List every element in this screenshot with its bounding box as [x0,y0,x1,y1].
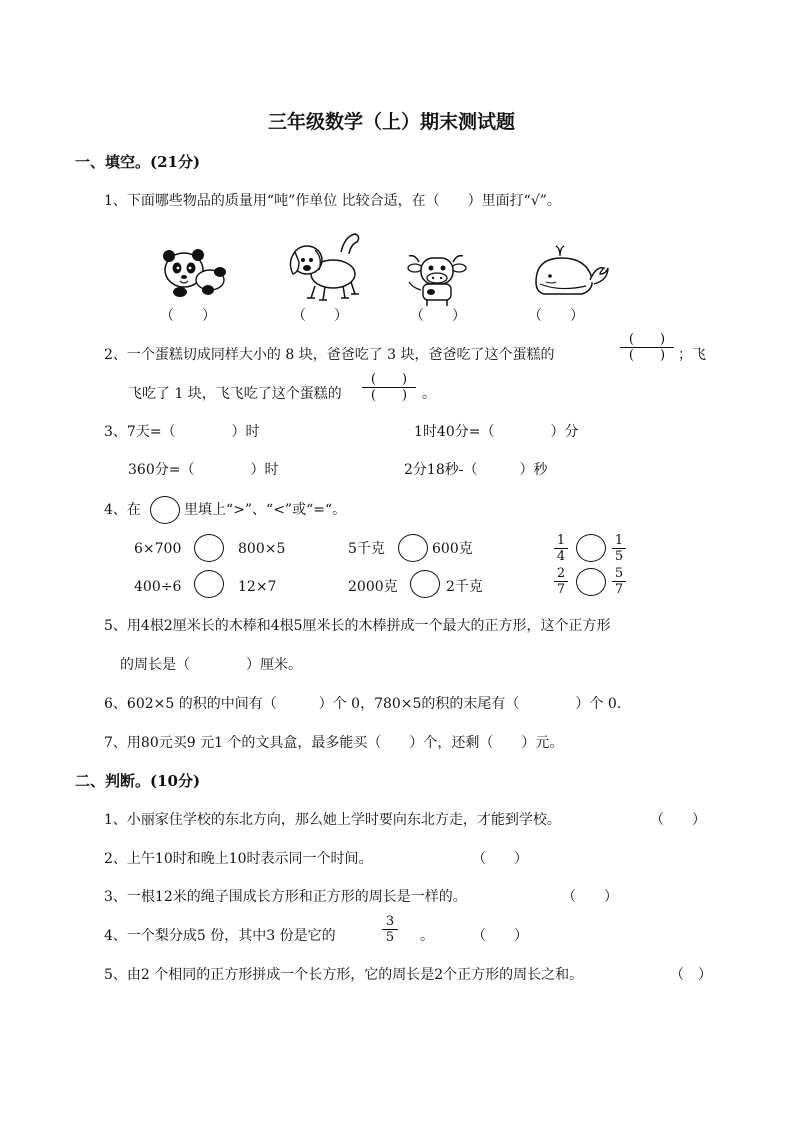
fraction-denominator: 5 [385,930,395,945]
fraction-denominator: 5 [614,549,624,564]
judge-3: 3、一根12米的绳子围成长方形和正方形的周长是一样的。 [104,889,467,905]
fraction-numerator: 3 [382,914,398,930]
compare-item: 6×700 [134,541,182,557]
compare-item: 12×7 [238,579,277,595]
compare-circle[interactable] [194,534,224,562]
compare-item: 600克 [432,541,473,557]
question-2-line-2: 飞吃了 1 块，飞飞吃了这个蛋糕的 [128,386,342,402]
question-5-line-1: 5、用4根2厘米长的木棒和4根5厘米长的木棒拼成一个最大的正方形，这个正方形 [104,618,611,634]
question-7: 7、用80元买9 元1 个的文具盒，最多能买（ ）个，还剩（ ）元。 [104,735,564,751]
question-3-d: 2分18秒-（ ）秒 [404,462,548,478]
compare-item: 5千克 [348,541,385,557]
answer-paren-dog[interactable]: （ ） [292,308,348,324]
compare-item: 2000克 [348,579,398,595]
judge-paren-3[interactable]: （ ） [562,889,618,905]
judge-2: 2、上午10时和晚上10时表示同一个时间。 [104,851,373,867]
fraction-numerator: 1 [554,533,568,549]
question-3-b: 1时40分=（ ）分 [414,424,579,440]
fraction-numerator: 1 [612,533,626,549]
compare-item: 400÷6 [134,579,182,595]
blank-fraction-2[interactable] [362,372,416,403]
panda-icon [158,246,230,302]
question-3-a: 3、7天=（ ）时 [104,424,260,440]
compare-item: 2千克 [446,579,483,595]
question-4-suffix: 里填上“>”、“<”或“=“。 [184,502,347,518]
cow-icon [405,252,469,308]
compare-circle[interactable] [576,568,606,596]
blank-fraction-numerator: ( ) [620,332,674,348]
blank-fraction-denominator: ( ) [370,388,408,403]
judge-1: 1、小丽家住学校的东北方向，那么她上学时要向东北方走，才能到学校。 [104,812,561,828]
blank-fraction-1[interactable] [620,332,674,363]
answer-paren-whale[interactable]: （ ） [528,308,584,324]
judge-paren-5[interactable]: （ ） [670,967,712,983]
section-2-heading: 二、判断。(10分) [75,772,201,790]
compare-fraction [612,533,626,564]
blank-fraction-denominator: ( ) [628,348,666,363]
fraction-numerator: 5 [612,566,626,582]
judge-4-prefix: 4、一个梨分成5 份，其中3 份是它的 [104,928,336,944]
question-2-line-1: 2、一个蛋糕切成同样大小的 8 块，爸爸吃了 3 块，爸爸吃了这个蛋糕的 [104,347,555,363]
dog-icon [285,232,365,302]
page-title: 三年级数学（上）期末测试题 [268,111,516,133]
judge-paren-4[interactable]: （ ） [472,928,528,944]
whale-icon [530,244,610,302]
judge-5: 5、由2 个相同的正方形拼成一个长方形，它的周长是2个正方形的周长之和。 [104,967,584,983]
blank-fraction-numerator: ( ) [362,372,416,388]
compare-item: 800×5 [238,541,286,557]
compare-fraction [554,533,568,564]
compare-circle[interactable] [576,534,606,562]
question-6: 6、602×5 的积的中间有（ ）个 0，780×5的积的末尾有（ ）个 0. [104,696,622,712]
fraction-denominator: 7 [556,582,566,597]
question-5-line-2: 的周长是（ ）厘米。 [120,657,302,673]
answer-paren-cow[interactable]: （ ） [410,308,466,324]
question-4-prefix: 4、在 [104,502,141,518]
fraction-denominator: 7 [614,582,624,597]
judge-paren-1[interactable]: （ ） [650,812,706,828]
answer-paren-panda[interactable]: （ ） [160,308,216,324]
compare-fraction [612,566,626,597]
section-1-heading: 一、填空。(21分) [75,153,201,171]
compare-fraction [554,566,568,597]
fraction-denominator: 4 [556,549,566,564]
compare-circle[interactable] [194,570,224,598]
compare-circle-example [150,496,180,524]
judge-paren-2[interactable]: （ ） [472,851,528,867]
fraction-numerator: 2 [554,566,568,582]
question-3-c: 360分=（ ）时 [128,462,279,478]
question-2-line-1-tail: ；飞 [678,347,706,363]
question-1: 1、下面哪些物品的质量用“吨”作单位 比较合适，在（ ）里面打“√”。 [104,193,561,209]
judge-4-suffix: 。 [420,928,434,944]
compare-circle[interactable] [410,570,440,598]
judge-4-fraction [382,914,398,945]
question-2-line-2-tail: 。 [422,386,436,402]
compare-circle[interactable] [398,534,428,562]
